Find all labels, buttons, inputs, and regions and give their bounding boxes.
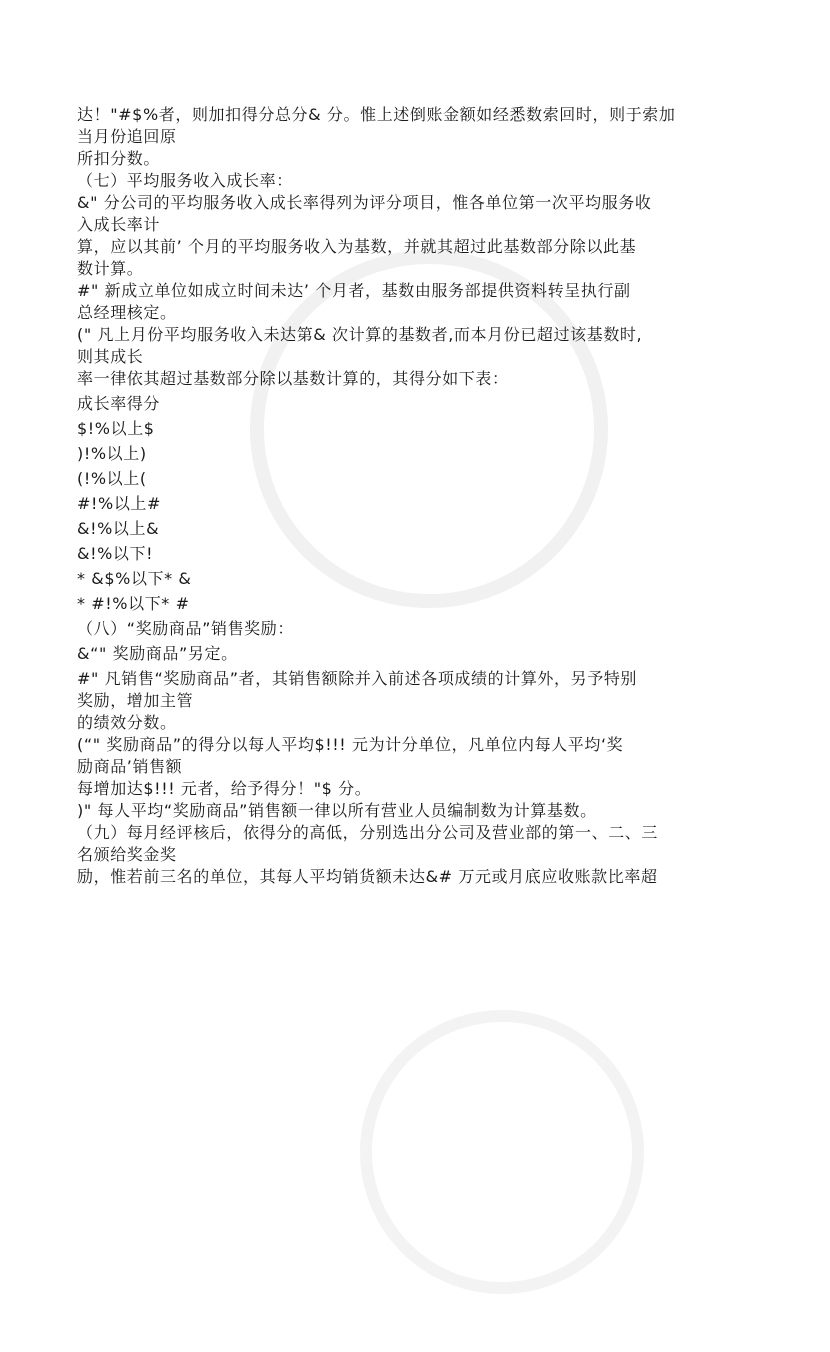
text-line: 入成长率计 xyxy=(77,215,161,234)
table-header: 成长率得分 xyxy=(77,394,161,413)
text-line: 数计算。 xyxy=(77,259,144,278)
document-body xyxy=(77,104,767,888)
text-line: #" 凡销售“奖励商品”者，其销售额除并入前述各项成绩的计算外，另予特别 xyxy=(77,669,638,688)
table-row: (!%以上( xyxy=(77,469,147,488)
table-row: #!%以上# xyxy=(77,494,162,513)
section-heading-9: （九）每月经评核后，依得分的高低，分别选出分公司及营业部的第一、二、三 xyxy=(77,823,659,842)
table-row: * #!%以下* # xyxy=(77,594,190,613)
text-line: (“" 奖励商品”的得分以每人平均$!!! 元为计分单位，凡单位内每人平均‘奖 xyxy=(77,735,624,754)
text-line: 所扣分数。 xyxy=(77,149,161,168)
text-line: 当月份追回原 xyxy=(77,127,177,146)
text-line: 名颁给奖金奖 xyxy=(77,845,177,864)
text-line: 算，应以其前’ 个月的平均服务收入为基数，并就其超过此基数部分除以此基 xyxy=(77,237,637,256)
watermark-seal-bottom xyxy=(302,952,702,1352)
text-line: 率一律依其超过基数部分除以基数计算的，其得分如下表： xyxy=(77,369,509,388)
text-line: (" 凡上月份平均服务收入未达第& 次计算的基数者,而本月份已超过该基数时, xyxy=(77,325,643,344)
table-row: &!%以下! xyxy=(77,544,154,563)
text-line: 的绩效分数。 xyxy=(77,713,177,732)
text-line: 励商品’销售额 xyxy=(77,757,183,776)
text-line: 励，惟若前三名的单位，其每人平均销货额未达&# 万元或月底应收账款比率超 xyxy=(77,867,658,886)
text-line: 则其成长 xyxy=(77,347,144,366)
section-heading-7: （七）平均服务收入成长率： xyxy=(77,171,293,190)
text-line: 总经理核定。 xyxy=(77,303,177,322)
text-line: #" 新成立单位如成立时间未达’ 个月者，基数由服务部提供资料转呈执行副 xyxy=(77,281,631,300)
table-row: * &$%以下* & xyxy=(77,569,192,588)
text-line: )" 每人平均“奖励商品”销售额一律以所有营业人员编制数为计算基数。 xyxy=(77,801,597,820)
text-line: &“" 奖励商品”另定。 xyxy=(77,644,238,663)
text-line: 奖励，增加主管 xyxy=(77,691,194,710)
text-line: &" 分公司的平均服务收入成长率得列为评分项目，惟各单位第一次平均服务收 xyxy=(77,193,652,212)
table-row: )!%以上) xyxy=(77,444,147,463)
text-line: 达！"#$%者，则加扣得分总分& 分。惟上述倒账金额如经悉数索回时，则于索加 xyxy=(77,105,676,124)
table-row: $!%以上$ xyxy=(77,419,155,438)
table-row: &!%以上& xyxy=(77,519,160,538)
text-line: 每增加达$!!! 元者，给予得分！"$ 分。 xyxy=(77,779,372,798)
section-heading-8: （八）“奖励商品”销售奖励： xyxy=(77,619,294,638)
